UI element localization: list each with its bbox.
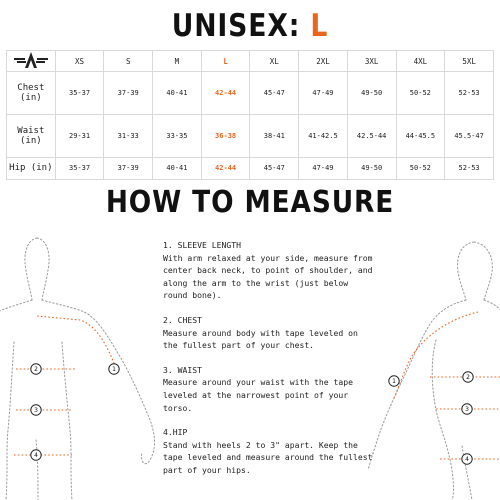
page-title xyxy=(35,8,465,44)
female-marker-label: 3 xyxy=(465,406,469,413)
table-cell-highlighted: 42-44 xyxy=(201,72,250,115)
step-title: 4.HIP xyxy=(163,427,188,438)
size-header-cell: 4XL xyxy=(396,51,445,72)
instruction-step-hip xyxy=(163,426,373,476)
table-cell: 50-52 xyxy=(396,72,445,115)
step-text: Measure around your waist with the tape leveled at the narrowest point of your torso. xyxy=(163,377,354,413)
female-figure-outline xyxy=(368,242,500,500)
table-cell: 45.5-47 xyxy=(445,114,494,157)
title-prefix: UNISEX: xyxy=(171,8,301,44)
table-cell-highlighted: 42-44 xyxy=(201,157,250,179)
table-cell: 38-41 xyxy=(250,114,299,157)
table-cell: 45-47 xyxy=(250,72,299,115)
instruction-step-waist xyxy=(163,364,373,414)
measure-instructions xyxy=(163,239,373,489)
step-title: 1. SLEEVE LENGTH xyxy=(163,240,241,250)
table-cell: 40-41 xyxy=(153,157,202,179)
size-header-cell: S xyxy=(104,51,153,72)
step-title: 2. CHEST xyxy=(163,314,202,325)
male-marker xyxy=(31,364,41,374)
female-sleeve-line xyxy=(394,312,478,398)
size-header-cell: 2XL xyxy=(299,51,348,72)
row-label-hip: Hip (in) xyxy=(7,157,56,179)
male-marker-label: 1 xyxy=(112,366,116,373)
male-marker-label: 2 xyxy=(34,366,38,373)
size-chart-table xyxy=(6,50,494,180)
table-row xyxy=(7,72,494,115)
male-figure-outline xyxy=(0,238,155,500)
table-cell: 52-53 xyxy=(445,72,494,115)
male-marker-group xyxy=(31,364,119,460)
table-row xyxy=(7,157,494,179)
size-header-cell: XL xyxy=(250,51,299,72)
size-header-cell-highlighted: L xyxy=(201,51,250,72)
how-to-measure-heading: HOW TO MEASURE xyxy=(105,185,395,220)
table-cell: 50-52 xyxy=(396,157,445,179)
male-marker-label: 4 xyxy=(34,452,38,459)
table-cell: 31-33 xyxy=(104,114,153,157)
table-cell: 40-41 xyxy=(153,72,202,115)
table-cell-highlighted: 36-38 xyxy=(201,114,250,157)
table-cell: 29-31 xyxy=(55,114,104,157)
size-header-cell: M xyxy=(153,51,202,72)
table-cell: 47-49 xyxy=(299,72,348,115)
female-marker-label: 4 xyxy=(465,456,469,463)
brand-logo-cell xyxy=(7,51,56,72)
male-marker xyxy=(31,405,41,415)
table-cell: 42.5-44 xyxy=(347,114,396,157)
size-header-cell: 5XL xyxy=(445,51,494,72)
instruction-step-chest xyxy=(163,314,373,352)
table-cell: 45-47 xyxy=(250,157,299,179)
female-marker xyxy=(389,376,399,386)
table-cell: 35-37 xyxy=(55,157,104,179)
female-marker xyxy=(463,372,473,382)
male-measure-lines xyxy=(14,316,116,455)
female-marker xyxy=(462,404,472,414)
table-cell: 37-39 xyxy=(104,72,153,115)
table-cell: 49-50 xyxy=(347,72,396,115)
instruction-step-sleeve xyxy=(163,239,373,302)
male-marker xyxy=(109,364,119,374)
table-cell: 49-50 xyxy=(347,157,396,179)
winged-a-logo-icon xyxy=(14,51,48,71)
size-header-cell: XS xyxy=(55,51,104,72)
table-cell: 52-53 xyxy=(445,157,494,179)
table-header-row xyxy=(7,51,494,72)
size-header-cell: 3XL xyxy=(347,51,396,72)
table-cell: 35-37 xyxy=(55,72,104,115)
table-cell: 37-39 xyxy=(104,157,153,179)
row-label-waist: Waist (in) xyxy=(7,114,56,157)
table-cell: 41-42.5 xyxy=(299,114,348,157)
male-marker-label: 3 xyxy=(34,407,38,414)
female-marker-label: 1 xyxy=(392,378,396,385)
row-label-chest: Chest (in) xyxy=(7,72,56,115)
female-marker-group xyxy=(389,372,473,464)
male-sleeve-line xyxy=(37,316,116,368)
female-measure-lines xyxy=(394,312,500,459)
female-marker xyxy=(462,454,472,464)
step-title: 3. WAIST xyxy=(163,364,202,375)
table-cell: 44-45.5 xyxy=(396,114,445,157)
male-marker xyxy=(31,450,41,460)
table-cell: 47-49 xyxy=(299,157,348,179)
step-text: Stand with heels 2 to 3" apart. Keep the tape leveled and measure around the fullest part of your hips. xyxy=(163,439,373,475)
female-marker-label: 2 xyxy=(466,374,470,381)
table-row xyxy=(7,114,494,157)
title-size: L xyxy=(310,8,329,44)
step-text: Measure around body with tape leveled on the fullest part of your chest. xyxy=(163,327,358,351)
step-text: With arm relaxed at your side, measure from center back neck, to point of shoulder, and along the arm to the wrist (just below round bone). xyxy=(163,252,373,301)
table-cell: 33-35 xyxy=(153,114,202,157)
